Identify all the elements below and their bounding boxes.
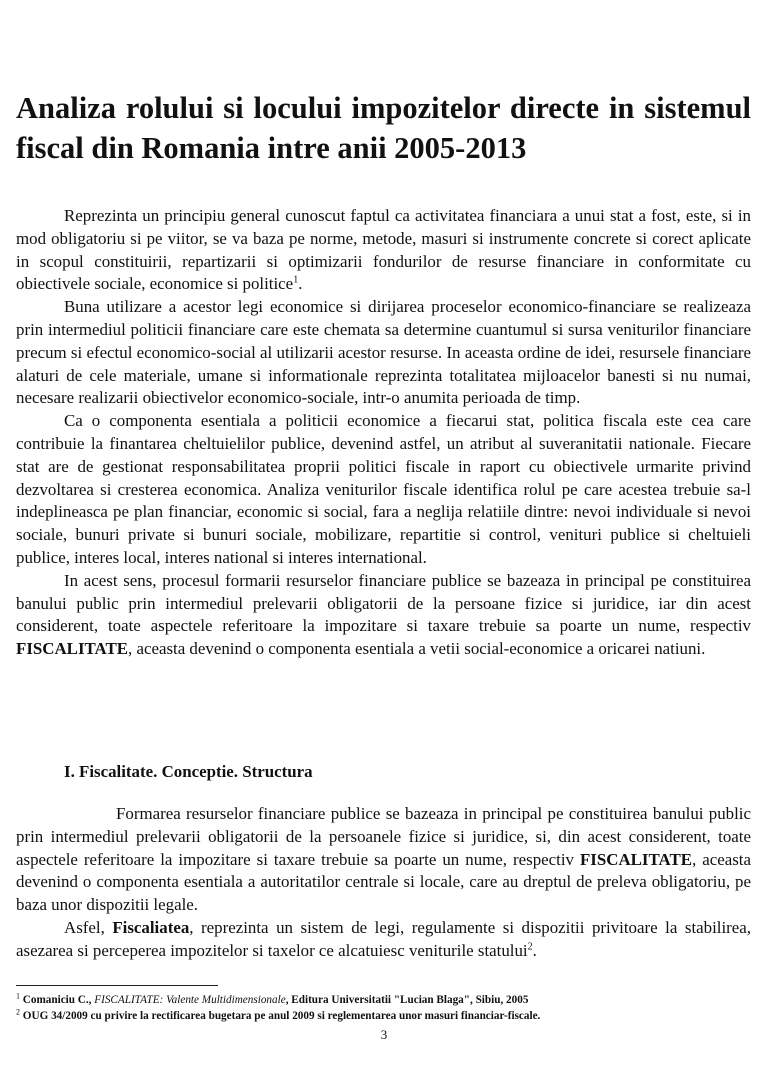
paragraph-3: Ca o componenta esentiala a politicii economice a fiecarui stat, politica fiscala este cea care contribuie la finantarea cheltuielilor publice, devenind astfel, un atribut al suveranitatii nationale. Fiecare stat are de gestionat responsabilitatea proprii politici fiscale in raport cu obiectivele urmarite privind dezvoltarea si cresterea economica. Analiza veniturilor fiscale identifica rolul pe care acestea trebuie sa-l indeplineasca pe plan financiar, economic si social, fara a neglija relatiile dintre: nevoi individuale si nevoi sociale, bunuri private si bunuri sociale, mobilizare, repartitie si control, venituri publice si cheltuieli publice, interes local, interes national si interes international. [16,411,751,567]
footnote-1 [16,992,751,1008]
footnote-2 [16,1008,751,1024]
section-paragraph-2-start: Asfel, [64,917,113,937]
intro-text [16,205,751,661]
footnotes [16,992,751,1024]
section-text [16,803,751,963]
footnote-author: Comaniciu C., [22,994,95,1006]
section-heading: I. Fiscalitate. Conceptie. Structura [64,762,313,781]
section-paragraph-1-text: Formarea resurselor financiare publice se bazeaza in principal pe constituirea banului public prin intermediul prelevarii obligatorii de la persoanele fizice si juridice, si, din acest considerent, toate aspectele referitoare la impozitare si taxare trebuie sa poarte un nume, respectiv [16,804,751,869]
paragraph-4-end: , aceasta devenind o componenta esentiala a vetii social-economice a oricarei natiuni. [128,639,706,659]
footnote-divider [16,985,218,986]
footnote-publisher: , Editura Universitatii "Lucian Blaga", Sibiu, 2005 [285,994,529,1006]
footnote-ref-2[interactable]: 2 [527,941,533,953]
paragraph-4 [16,570,751,661]
paragraph-1 [16,205,751,296]
footnote-ref-1[interactable]: 1 [293,274,299,286]
document-title: Analiza rolului si locului impozitelor directe in sistemul fiscal din Romania intre anii 2005-2013 [16,91,751,165]
fiscaliatea-term: Fiscaliatea [112,917,190,937]
fiscalitate-term: FISCALITATE [16,639,129,659]
paragraph-1-text: Reprezinta un principiu general cunoscut faptul ca activitatea financiara a unui stat a fost, este, si in mod obligatoriu si pe viitor, se va baza pe norme, metode, masuri si instrumente concrete si corect aplicate in scopul constituirii, repartizarii si optimizarii fondurilor de resurse financiare in conformitate cu obiectivele sociale, economice si politice [16,206,751,294]
section-paragraph-1-end: , aceasta devenind o componenta esentiala a autoritatilor centrale si locale, care au dreptul de preleva obligatoriu, pe baza unor dispozitii legale. [16,849,751,915]
footnote-work-title: FISCALITATE: Valente Multidimensionale [94,994,286,1006]
section-paragraph-2-end: . [532,940,537,960]
paragraph-4-text: In acest sens, procesul formarii resurselor financiare publice se bazeaza in principal pe constituirea banului public prin intermediul prelevarii obligatorii de la persoane fizice si juridice, iar din acest considerent, toate aspectele referitoare la impozitare si taxare trebuie sa poarte un nume, respectiv [16,570,751,636]
footnote-number: 1 [16,991,20,1001]
section-paragraph-2 [16,917,751,963]
fiscalitate-term: FISCALITATE [579,849,692,869]
paragraph-2: Buna utilizare a acestor legi economice si dirijarea proceselor economico-financiare se realizeaza prin intermediul politicii financiare care este chemata sa determine cuantumul si sursa veniturilor financiare precum si efectul economico-social al utilizarii acestor resurse. In aceasta ordine de idei, resursele financiare alaturi de cele materiale, umane si informationale reprezinta totalitatea mijloacelor banesti si nu numai, necesare realizarii obiectivelor economico-sociale, intr-o anumita perioada de timp. [16,297,751,408]
page-number: 3 [380,1027,388,1042]
section-paragraph-2-text: , reprezinta un sistem de legi, regulamente si dispozitii privitoare la stabilirea, asezarea si perceperea impozitelor si taxelor ce alcatuiesc veniturile statului [16,917,751,960]
paragraph-1-end: . [298,274,303,294]
section-paragraph-1 [16,803,751,917]
footnote-text: OUG 34/2009 cu privire la rectificarea bugetara pe anul 2009 si reglementarea unor masuri financiar-fiscale. [22,1010,541,1022]
footnote-number: 2 [16,1007,20,1017]
